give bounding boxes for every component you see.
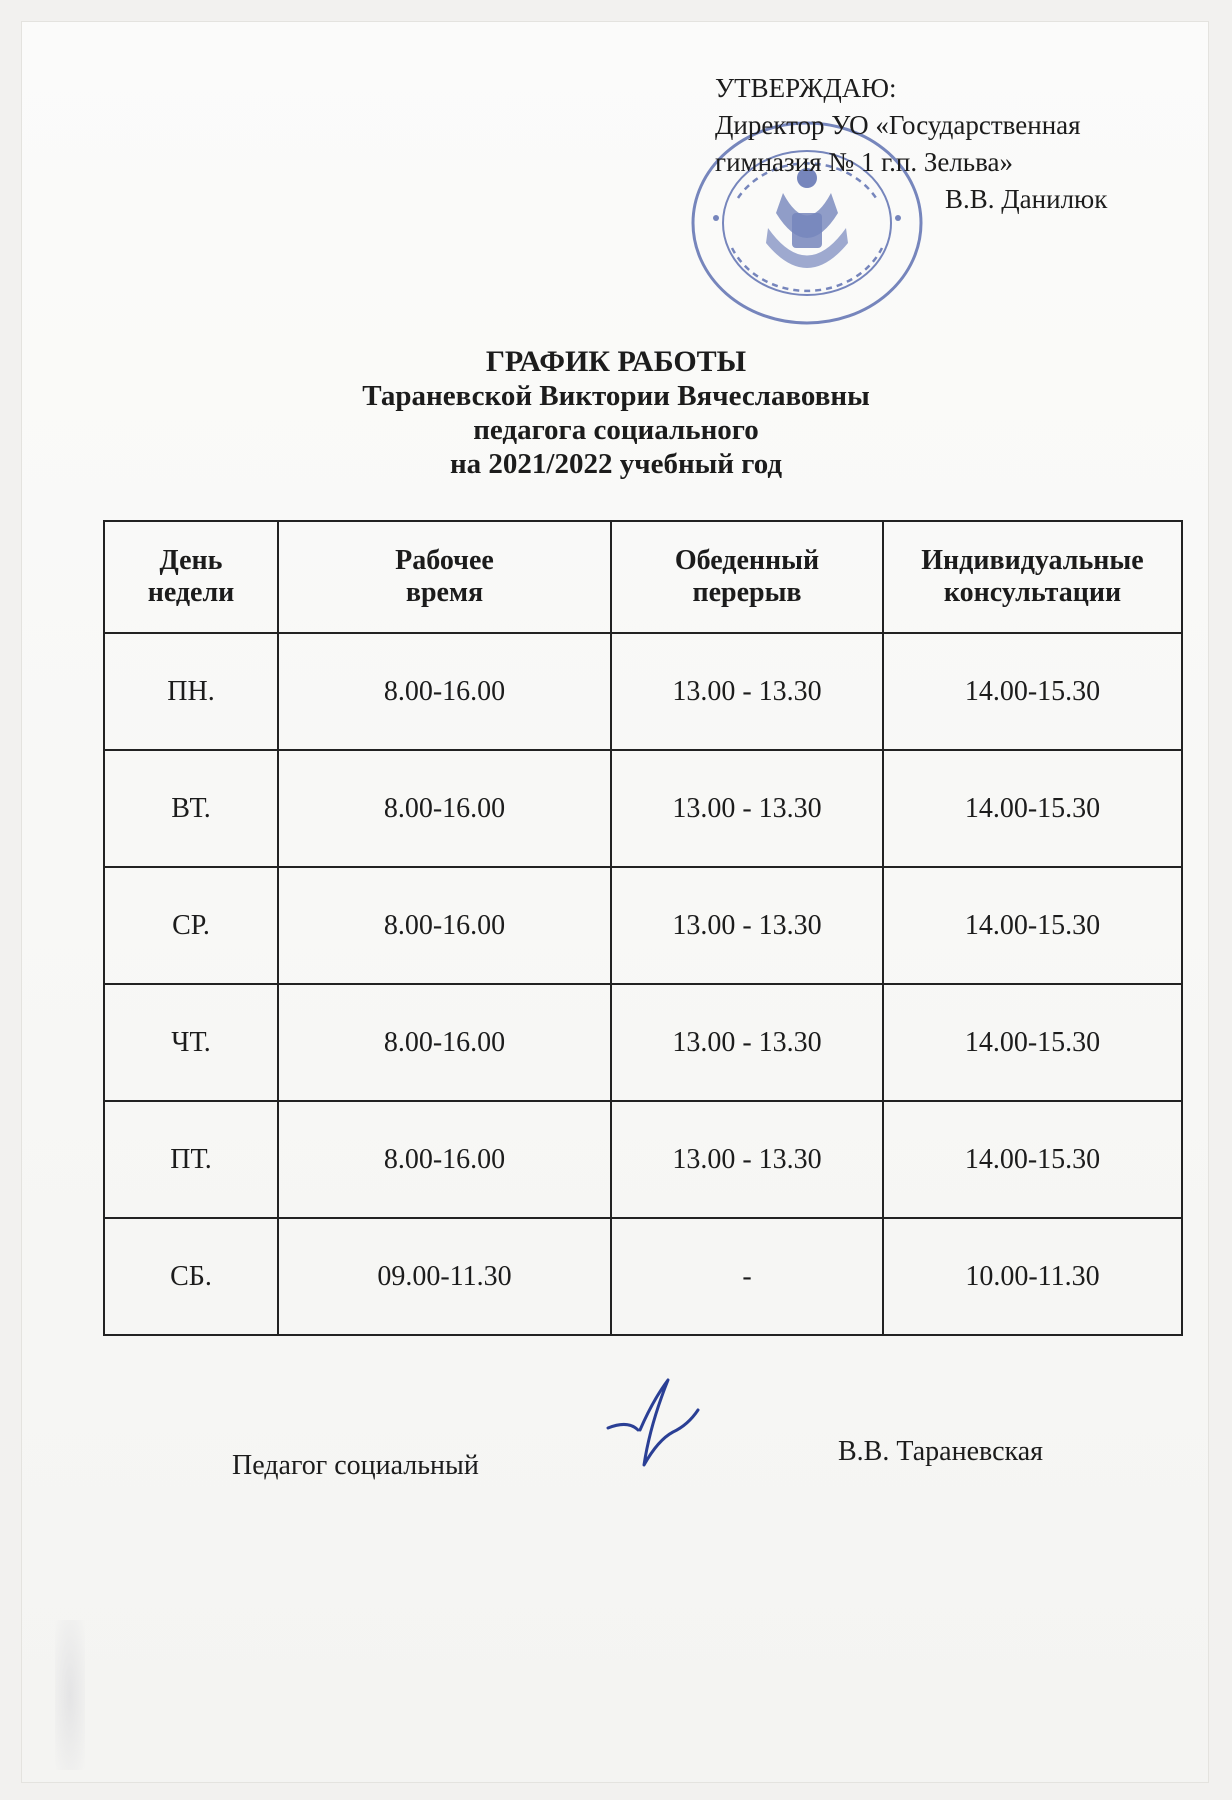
- table-header-row: [104, 521, 1182, 633]
- table-row: [104, 984, 1182, 1101]
- header-consultations: Индивидуальные консультации: [883, 521, 1182, 633]
- cell-day: СР.: [104, 867, 278, 984]
- cell-consultation: 14.00-15.30: [883, 633, 1182, 750]
- header-day: День недели: [104, 521, 278, 633]
- cell-consultation: 14.00-15.30: [883, 1101, 1182, 1218]
- cell-day: ПТ.: [104, 1101, 278, 1218]
- cell-lunch: 13.00 - 13.30: [611, 633, 883, 750]
- cell-day: СБ.: [104, 1218, 278, 1335]
- cell-work: 09.00-11.30: [278, 1218, 611, 1335]
- cell-day: ВТ.: [104, 750, 278, 867]
- footer-position: Педагог социальный: [232, 1450, 479, 1481]
- title-line-4: на 2021/2022 учебный год: [449, 448, 783, 480]
- table-row: [104, 633, 1182, 750]
- cell-lunch: 13.00 - 13.30: [611, 1101, 883, 1218]
- cell-lunch: 13.00 - 13.30: [611, 750, 883, 867]
- cell-work: 8.00-16.00: [278, 750, 611, 867]
- approval-school-line: гимназия № 1 г.п. Зельва»: [715, 147, 1013, 177]
- header-work-time: Рабочее время: [278, 521, 611, 633]
- cell-day: ЧТ.: [104, 984, 278, 1101]
- title-line-3: педагога социального: [473, 414, 759, 446]
- cell-lunch: -: [611, 1218, 883, 1335]
- document-title: [0, 345, 1232, 481]
- table-row: [104, 750, 1182, 867]
- photo-shadow: [55, 1620, 85, 1770]
- cell-consultation: 14.00-15.30: [883, 867, 1182, 984]
- approval-director-line: Директор УО «Государственная: [715, 110, 1081, 140]
- cell-work: 8.00-16.00: [278, 867, 611, 984]
- approval-block: [715, 70, 1107, 218]
- cell-consultation: 14.00-15.30: [883, 750, 1182, 867]
- approval-signatory: В.В. Данилюк: [945, 184, 1108, 214]
- cell-work: 8.00-16.00: [278, 984, 611, 1101]
- table-row: [104, 1218, 1182, 1335]
- cell-day: ПН.: [104, 633, 278, 750]
- handwritten-signature-icon: [598, 1370, 708, 1480]
- title-line-1: ГРАФИК РАБОТЫ: [485, 345, 747, 378]
- title-line-2: Тараневской Виктории Вячеславовны: [362, 380, 870, 412]
- footer-name: В.В. Тараневская: [838, 1436, 1043, 1467]
- table-row: [104, 1101, 1182, 1218]
- schedule-table: [103, 520, 1183, 1336]
- cell-work: 8.00-16.00: [278, 633, 611, 750]
- cell-consultation: 10.00-11.30: [883, 1218, 1182, 1335]
- table-row: [104, 867, 1182, 984]
- header-lunch-break: Обеденный перерыв: [611, 521, 883, 633]
- cell-work: 8.00-16.00: [278, 1101, 611, 1218]
- cell-lunch: 13.00 - 13.30: [611, 867, 883, 984]
- approval-heading: УТВЕРЖДАЮ:: [715, 73, 897, 103]
- cell-consultation: 14.00-15.30: [883, 984, 1182, 1101]
- cell-lunch: 13.00 - 13.30: [611, 984, 883, 1101]
